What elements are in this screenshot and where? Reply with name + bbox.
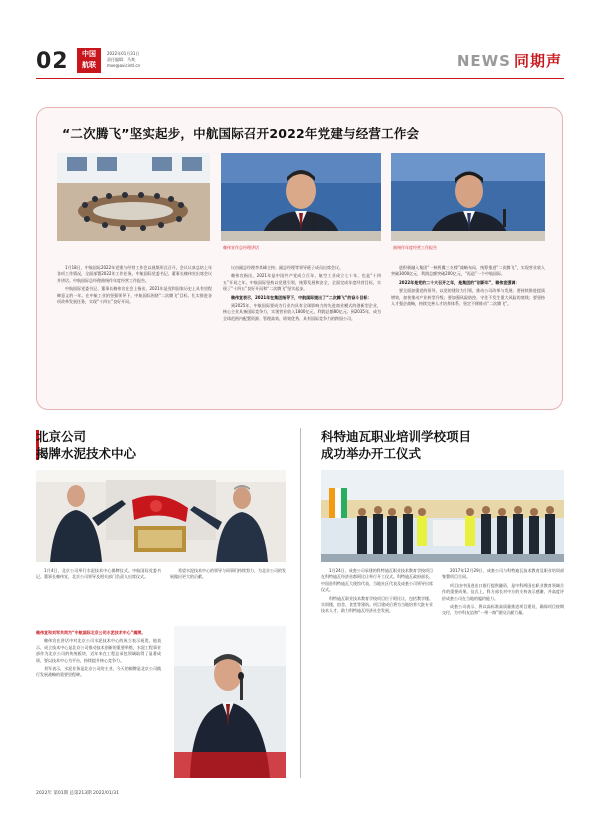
speaker-illustration <box>221 153 381 241</box>
photo-speaker-podium <box>174 626 286 778</box>
section-label-cn: 同期声 <box>513 52 562 70</box>
left-article-column-2 <box>170 568 286 583</box>
right-article-p3: 2017年12月29日，成套公司与科特迪瓦技术教育及职业培训部签署项目合同。 <box>442 568 564 580</box>
feature-col2-p1: 议由副总经理李其峰主持；副总经理等领导班子成员出席会议。 <box>231 265 343 270</box>
left-article-column-3 <box>36 630 161 681</box>
left-article-p1: 1月4日，北京公司举行水泥技术中心揭牌仪式。中航国际党委书记、董事长赖伟宣，北京公司领导及相关部门负责人出席仪式。 <box>36 568 161 580</box>
issue-meta <box>107 51 140 69</box>
photo-speaker-president <box>391 153 545 241</box>
left-article-p4: 刘军表示，水泥业务是北京公司的主业，今天的揭牌是北京公司践行发展战略的重要里程碑。 <box>36 666 161 678</box>
feature-col3-p1: 进积极融入集团“一核两翼三支撑”战略布局，统筹推进“二次腾飞”，实现营业收入突破3000亿元，利润总额突破200亿元，“再造”一个中航国际。 <box>391 265 545 277</box>
photo-unveiling <box>36 470 286 562</box>
left-article-title <box>36 428 136 462</box>
feature-col3-lead: 2022年是党的二十大召开之年，是集团的“创新年”，赖伟宣强调： <box>399 279 520 285</box>
left-title-line1: 北京公司 <box>36 429 87 444</box>
feature-col2-p3: 到2025年，中航国际要成为行业内具有全球影响力的先进商业模式的创新型企业，核心主业具备国际竞争力，实现营业收入1800亿元，利润总额80亿元；到2035年，成为全球范围内配置资源、管理高效、绩效优秀、具有国际竞争力的跨国公司。 <box>223 303 381 321</box>
right-article-title <box>321 428 471 462</box>
unveiling-illustration <box>36 470 286 562</box>
logo <box>77 48 101 73</box>
speaker-illustration-2 <box>391 153 545 241</box>
feature-col1-p2: 中航国际党委书记、董事长赖伟宣在会上指出，2021年是党和国家历史上具有里程碑意义的一年。在中航工业的坚强领导下，中航国际围绕“二次腾飞”目标，扎实推进各项改革发展任务，实现“十四五”良好开局。 <box>57 286 212 305</box>
section-label-en: NEWS <box>456 52 511 70</box>
caption-speaker-left: 赖伟宣作总经理讲话 <box>223 245 259 250</box>
feature-column-3 <box>391 265 545 309</box>
feature-column-2 <box>223 265 381 324</box>
photo-ceremony <box>321 470 564 562</box>
feature-col2-p2: 赖伟宣指出，2021年是中国共产党成立百年、航空工业成立七十年、也是“十四五”开局之年，中航国际坚持以党建引领，统筹发展和安全，全面完成年度经营目标，实现了“十四五”良好开局和“二次腾飞”坚实起步。 <box>223 273 381 292</box>
left-title-line2: 揭牌水泥技术中心 <box>36 446 137 461</box>
right-article-column-2 <box>442 568 564 619</box>
podium-illustration <box>174 626 286 778</box>
right-article-p5: 成套公司表示，将以高标准高质量推进项目建设，确保项目按期交付，为中科友谊和“一带一路”建设贡献力量。 <box>442 604 564 616</box>
header-divider <box>36 78 564 79</box>
logo-line1: 中国 <box>82 50 96 58</box>
logo-line2: 航联 <box>82 61 96 69</box>
right-article-p2: 科特迪瓦职业技术教育学校项目位于阿比让，包括教学楼、实训楼、宿舍、食堂等建筑。项目建成后将为当地培养大批专业技术人才，助力科特迪瓦经济社会发展。 <box>321 595 433 614</box>
email: mxe@avicintl.cn <box>107 63 141 68</box>
right-title-line2: 成功举办开工仪式 <box>321 446 422 461</box>
feature-title: “二次腾飞”坚实起步，中航国际召开2022年党建与经营工作会 <box>62 126 420 141</box>
photo-meeting-room <box>57 153 210 241</box>
page-number: 02 <box>36 49 69 74</box>
left-article-p3: 赖伟宣在讲话中对北京公司水泥技术中心的成立表示祝贺。他表示，成立技术中心是北京公司推动技术创新的重要举措，水泥工程事业部作为北京公司的传统板块，近年来在工程总承包领域取得了显著成绩，要以技术中心为平台，持续提升核心竞争力。 <box>36 638 161 663</box>
footer-issue: 2022年 第01期 总第213期 2022/01/31 <box>36 791 119 796</box>
feature-col3-p2: 要全面加强党的领导，以党的建设为引领，推动公司改革与发展；要持续推进提质增效，加快推动产业转型升级；要加强风险防控，守住不发生重大风险的底线；要坚持人才强企战略，持续完善人才培养体系，坚定不移推动“二次腾飞”。 <box>391 288 545 307</box>
meeting-room-illustration <box>57 153 210 241</box>
right-article-p1: 1月24日，成套公司承建的科特迪瓦职业技术教育学校项目在科特迪瓦经济首都阿比让举行开工仪式。科特迪瓦政府部长、中国驻科特迪瓦大使馆代表、当地社区代表及成套公司领导出席仪式。 <box>321 568 433 593</box>
right-article-p4: 项目由中国进出口银行提供融资，是中科两国在职业教育领域合作的重要成果。仪式上，科方部长对中方的支持表示感谢，并高度评价成套公司在当地的履约能力。 <box>442 582 564 601</box>
left-article-caption: 赖伟宣和刘军共同为“中航国际北京公司水泥技术中心”揭牌。 <box>36 630 146 635</box>
caption-speaker-right: 曲锡作年度经营工作报告 <box>393 245 437 250</box>
right-article-column-1 <box>321 568 433 617</box>
ceremony-illustration <box>321 470 564 562</box>
feature-col2-lead: 赖伟宣表示，2021年在集团指导下，中航国际提出了“二次腾飞”的奋斗目标： <box>231 294 372 300</box>
left-article-column-1 <box>36 568 161 583</box>
section-label <box>457 50 562 71</box>
feature-col1-p1: 1月18日，中航国际2022年党建与经营工作会以视频形式召开。会议认真总结上年各项工作情况，全面部署2022年工作任务。中航国际党委书记、董事长赖伟宣出席会议并讲话。中航国际总经理曲锡作年度经营工作报告。 <box>57 265 212 283</box>
column-divider <box>300 428 301 778</box>
right-title-line1: 科特迪瓦职业培训学校项目 <box>321 429 472 444</box>
left-article-p2: 希望水泥技术中心的领导与同事们持续努力，为北京公司的发展做出更大的贡献。 <box>170 568 286 580</box>
feature-column-1 <box>57 265 212 307</box>
editor: 责任编辑：马爽 <box>107 57 135 62</box>
photo-speaker-chairman <box>221 153 381 241</box>
issue-date: 2022年01月31日 <box>107 51 140 56</box>
